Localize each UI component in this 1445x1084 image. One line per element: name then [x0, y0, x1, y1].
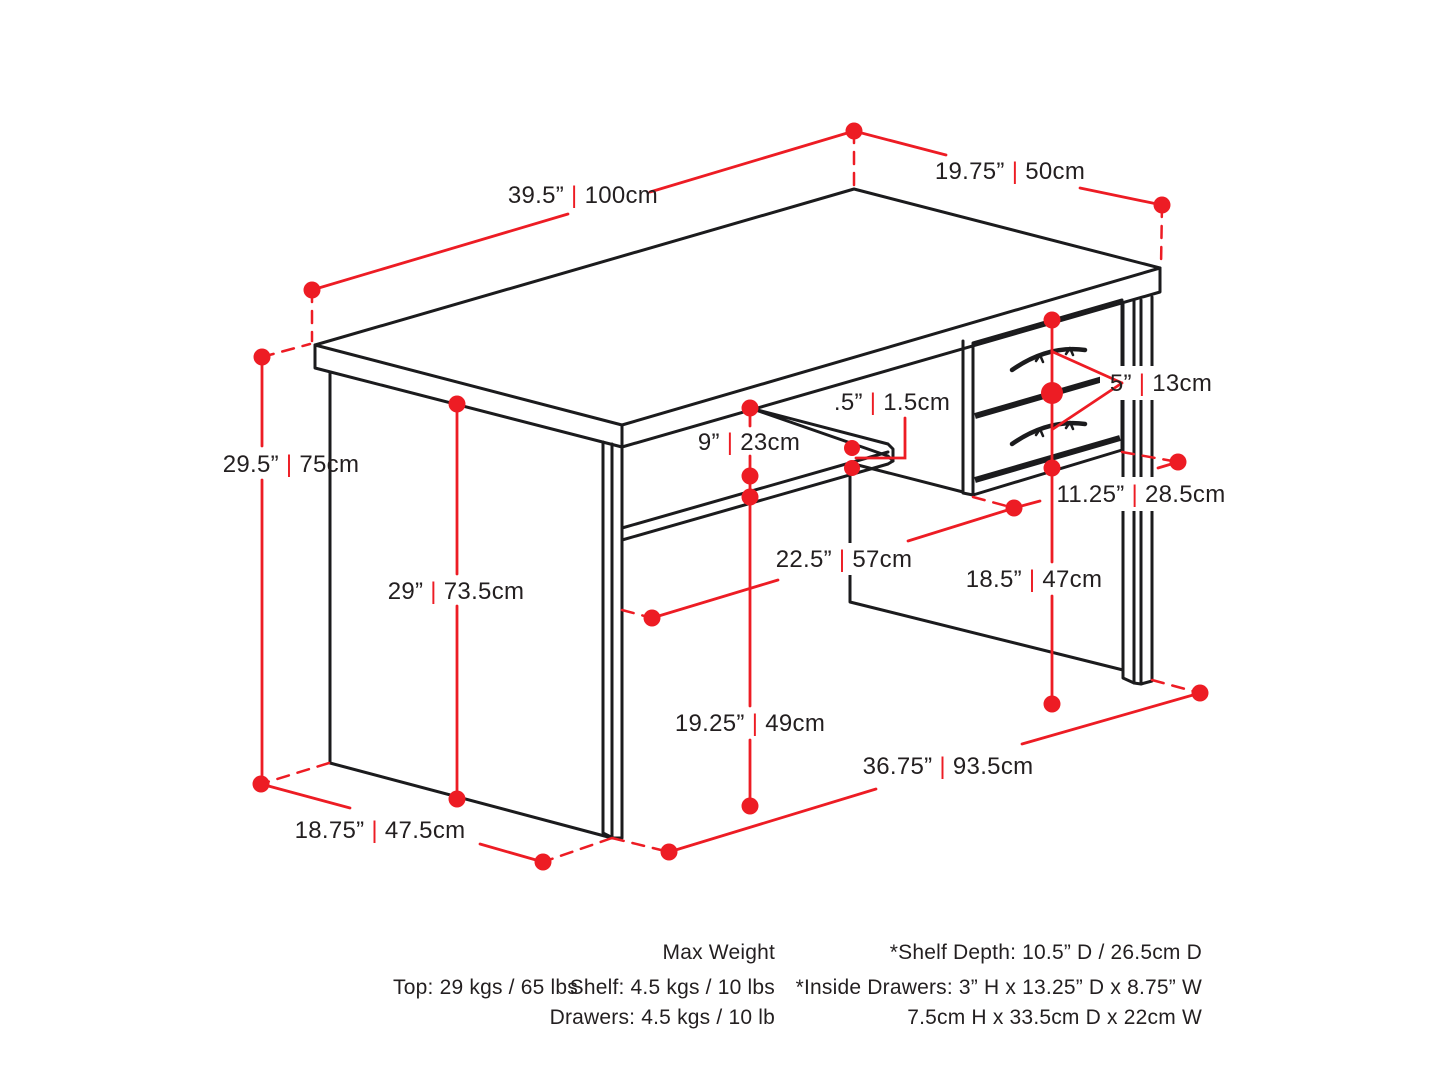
drawer-handle-bottom-icon [1012, 423, 1085, 444]
dim-dot [449, 791, 466, 808]
dim-dot [1044, 312, 1061, 329]
top-weight-note: Top: 29 kgs / 65 lbs [393, 976, 578, 999]
shelf-weight-note: Shelf: 4.5 kgs / 10 lbs [569, 976, 775, 999]
dim-dot [1192, 685, 1209, 702]
right-leg-foot-edge [1134, 683, 1141, 684]
dim-dot [742, 489, 759, 506]
dim-dot [844, 440, 860, 456]
dim-dot [844, 460, 860, 476]
dim-dot [742, 400, 759, 417]
dim-dot [1154, 197, 1171, 214]
desktop-top-surface [315, 189, 1160, 425]
dim-top-width-label: 39.5” | 100cm [507, 182, 659, 209]
dim-dot [644, 610, 661, 627]
drawers-weight-note: Drawers: 4.5 kgs / 10 lb [549, 1006, 775, 1029]
dim-side-base-depth-label: 18.75” | 47.5cm [294, 817, 466, 844]
dim-top-depth-label: 19.75” | 50cm [934, 158, 1086, 185]
dim-opening-width-label: 22.5” | 57cm [775, 546, 913, 573]
max-weight-title: Max Weight [662, 941, 775, 964]
dim-side-panel-height-label: 29” | 73.5cm [387, 578, 525, 605]
dim-drawer-height-label: 5” | 13cm [1109, 370, 1213, 397]
dim-dot [1041, 382, 1063, 404]
dim-front-base-width-label: 36.75” | 93.5cm [862, 753, 1034, 780]
inside-drawers-note-in: *Inside Drawers: 3” H x 13.25” D x 8.75” W [795, 976, 1202, 999]
dim-dot [1044, 460, 1061, 477]
dim-shelf-to-floor-label: 19.25” | 49cm [674, 710, 826, 737]
dim-dot [304, 282, 321, 299]
dim-dot [661, 844, 678, 861]
drawer-handle-top-icon [1012, 349, 1085, 370]
dim-dot [449, 396, 466, 413]
dim-dot [846, 123, 863, 140]
dim-overall-height-label: 29.5” | 75cm [222, 451, 360, 478]
dim-dot [742, 468, 759, 485]
dim-drawer-to-floor-label: 18.5” | 47cm [965, 566, 1103, 593]
shelf-depth-note: *Shelf Depth: 10.5” D / 26.5cm D [889, 941, 1202, 964]
left-side-panel [330, 372, 612, 838]
dim-dot [1044, 696, 1061, 713]
inside-drawers-note-cm: 7.5cm H x 33.5cm D x 22cm W [907, 1006, 1202, 1029]
dim-dot [254, 349, 271, 366]
dim-top-to-shelf-label: 9” | 23cm [697, 429, 801, 456]
dim-dot [742, 798, 759, 815]
dim-dot [253, 776, 270, 793]
dimension-labels [223, 158, 1226, 844]
spec-notes [393, 941, 1202, 1029]
dim-dot [535, 854, 552, 871]
dim-dot [1170, 454, 1187, 471]
dim-shelf-thickness-label: .5” | 1.5cm [833, 389, 951, 416]
dim-dot [1006, 500, 1023, 517]
dim-drawer-width-label: 11.25” | 28.5cm [1056, 481, 1226, 508]
